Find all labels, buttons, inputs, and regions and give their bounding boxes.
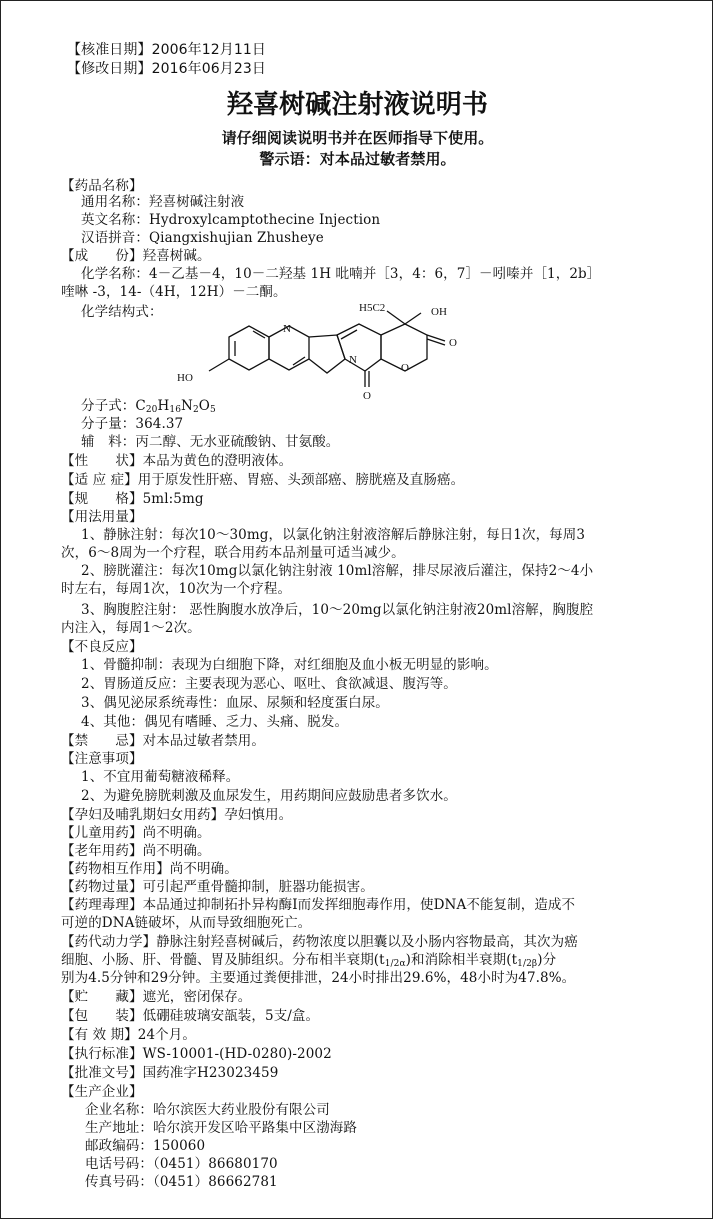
manufacturer-heading: 【生产企业】	[61, 1084, 143, 1100]
formula-prefix: 分子式：	[81, 398, 136, 414]
formula-o: O	[198, 398, 210, 414]
chemical-name-line2: 喹啉 -3，14-（4H，12H）－二酮。	[61, 284, 287, 300]
usage-item1-line2: 次，6～8周为一个疗程，联合用药本品剂量可适当减少。	[61, 545, 405, 561]
generic-name: 通用名称：羟喜树碱注射液	[81, 194, 245, 210]
pharmacokinetics-line3: 别为4.5分钟和29分钟。主要通过粪便排泄，24小时排出29.6%，48小时为47.8%。	[61, 970, 576, 986]
pharmacology-line2: 可逆的DNA链破坏，从而导致细胞死亡。	[61, 915, 312, 931]
label-o-bottom: O	[363, 390, 371, 402]
usage-item3-line1: 3、胸腹腔注射： 恶性胸腹水放净后，10～20mg以氯化钠注射液20ml溶解，胸腹腔	[81, 602, 594, 618]
chemical-structure-diagram	[169, 299, 469, 404]
document-title: 羟喜树碱注射液说明书	[226, 90, 488, 120]
approval-number: 【批准文号】国药准字H23023459	[61, 1065, 279, 1081]
english-name: 英文名称：Hydroxylcamptothecine Injection	[81, 212, 381, 228]
usage-item1-line1: 1、静脉注射：每次10～30mg，以氯化钠注射液溶解后静脉注射，每日1次，每周3	[81, 527, 586, 543]
reading-notice: 请仔细阅读说明书并在医师指导下使用。	[221, 129, 494, 147]
pharmacology-line1: 【药理毒理】本品通过抑制拓扑异构酶Ⅰ而发挥细胞毒作用，使DNA不能复制，造成不	[61, 897, 576, 913]
formula-n-count: 2	[192, 405, 199, 415]
adverse-heading: 【不良反应】	[61, 639, 143, 655]
formula-h-count: 16	[169, 405, 182, 415]
ring-c	[309, 335, 345, 373]
contraindications: 【禁 忌】对本品过敏者禁用。	[61, 733, 265, 749]
pinyin-name: 汉语拼音：Qiangxishujian Zhusheye	[81, 230, 324, 246]
formula-c: C	[135, 398, 146, 414]
label-o-ring: O	[401, 362, 409, 374]
usage-heading: 【用法用量】	[61, 509, 143, 525]
pk-line2-part2: )和消除相半衰期(t	[405, 952, 518, 968]
manufacturer-name: 企业名称：哈尔滨医大药业股份有限公司	[85, 1102, 330, 1118]
pharmacokinetics-line1: 【药代动力学】静脉注射羟喜树碱后，药物浓度以胆囊以及小肠内容物最高，其次为癌	[61, 934, 578, 950]
pk-half-life-beta: 1/2β	[517, 959, 538, 969]
drug-interactions: 【药物相互作用】尚不明确。	[61, 861, 238, 877]
approval-date: 【核准日期】2006年12月11日	[67, 42, 266, 58]
pk-half-life-alpha: 1/2α	[384, 959, 406, 969]
precautions-item1: 1、不宜用葡萄糖液稀释。	[81, 769, 240, 785]
overdose: 【药物过量】可引起严重骨髓抑制，脏器功能损害。	[61, 879, 374, 895]
phenol-bond	[209, 359, 229, 371]
pediatric-use: 【儿童用药】尚不明确。	[61, 825, 211, 841]
formula-o-count: 5	[209, 405, 216, 415]
properties: 【性 状】本品为黄色的澄明液体。	[61, 453, 293, 469]
formula-c-count: 20	[145, 405, 158, 415]
usage-item2-line1: 2、膀胱灌注：每次10mg以氯化钠注射液 10ml溶解，排尽尿液后灌注，保持2～4小	[81, 563, 594, 579]
formula-n: N	[181, 398, 193, 414]
geriatric-use: 【老年用药】尚不明确。	[61, 843, 211, 859]
molecular-weight: 分子量：364.37	[81, 416, 184, 432]
label-ho: HO	[177, 372, 193, 384]
precautions-heading: 【注意事项】	[61, 751, 143, 767]
structure-bonds	[209, 311, 445, 387]
hydroxyl-bond	[405, 313, 421, 324]
manufacturer-address: 生产地址：哈尔滨开发区哈平路集中区渤海路	[85, 1120, 357, 1136]
adverse-item4: 4、其他：偶见有嗜睡、乏力、头痛、脱发。	[81, 714, 349, 730]
revision-date: 【修改日期】2016年06月23日	[67, 61, 266, 77]
section-drug-name-heading: 【药品名称】	[61, 178, 143, 194]
label-oh: OH	[431, 306, 447, 318]
label-h5c2: H5C2	[359, 302, 386, 314]
pk-line2-part3: )分	[537, 952, 557, 968]
excipients: 辅 料：丙二醇、无水亚硫酸钠、甘氨酸。	[81, 434, 340, 450]
usage-item2-line2: 时左右，每周1次，10次为一个疗程。	[61, 581, 292, 597]
ethyl-bond	[387, 311, 405, 324]
manufacturer-phone: 电话号码：（0451）86680170	[85, 1156, 278, 1172]
warning-notice: 警示语：对本品过敏者禁用。	[259, 150, 456, 168]
label-n-ring: N	[349, 354, 357, 366]
label-o-carbonyl: O	[449, 337, 457, 349]
pk-line2-part1: 细胞、小肠、肝、骨髓、胃及肺组织。分布相半衰期(t	[61, 952, 385, 968]
specification: 【规 格】5ml:5mg	[61, 491, 204, 507]
storage: 【贮 藏】遮光，密闭保存。	[61, 989, 252, 1005]
manufacturer-fax: 传真号码：（0451）86662781	[85, 1174, 278, 1190]
pregnancy: 【孕妇及哺乳期妇女用药】孕妇慎用。	[61, 807, 293, 823]
adverse-item3: 3、偶见泌尿系统毒性：血尿、尿频和轻度蛋白尿。	[81, 695, 389, 711]
composition-heading: 【成 份】羟喜树碱。	[61, 248, 211, 264]
label-n-top: N	[283, 323, 291, 335]
formula-h: H	[157, 398, 170, 414]
adverse-item2: 2、胃肠道反应：主要表现为恶心、呕吐、食欲减退、腹泻等。	[81, 676, 457, 692]
validity: 【有 效 期】24个月。	[61, 1027, 196, 1043]
package: 【包 装】低硼硅玻璃安瓿装，5支/盒。	[61, 1008, 320, 1024]
ring-d	[337, 324, 381, 371]
structure-label: 化学结构式：	[81, 304, 163, 320]
chemical-name-line1: 化学名称：4－乙基－4，10－二羟基 1H 吡喃并［3，4：6，7］－吲嗪并［1，2b］	[81, 266, 601, 282]
precautions-item2: 2、为避免膀胱刺激及血尿发生，用药期间应鼓励患者多饮水。	[81, 788, 457, 804]
usage-item3-line2: 内注入，每周1～2次。	[61, 620, 201, 636]
execution-standard: 【执行标准】WS-10001-(HD-0280)-2002	[61, 1046, 332, 1062]
indications: 【适 应 症】用于原发性肝癌、胃癌、头颈部癌、膀胱癌及直肠癌。	[61, 472, 465, 488]
manufacturer-postcode: 邮政编码：150060	[85, 1138, 206, 1154]
adverse-item1: 1、骨髓抑制：表现为白细胞下降，对红细胞及血小板无明显的影响。	[81, 657, 498, 673]
